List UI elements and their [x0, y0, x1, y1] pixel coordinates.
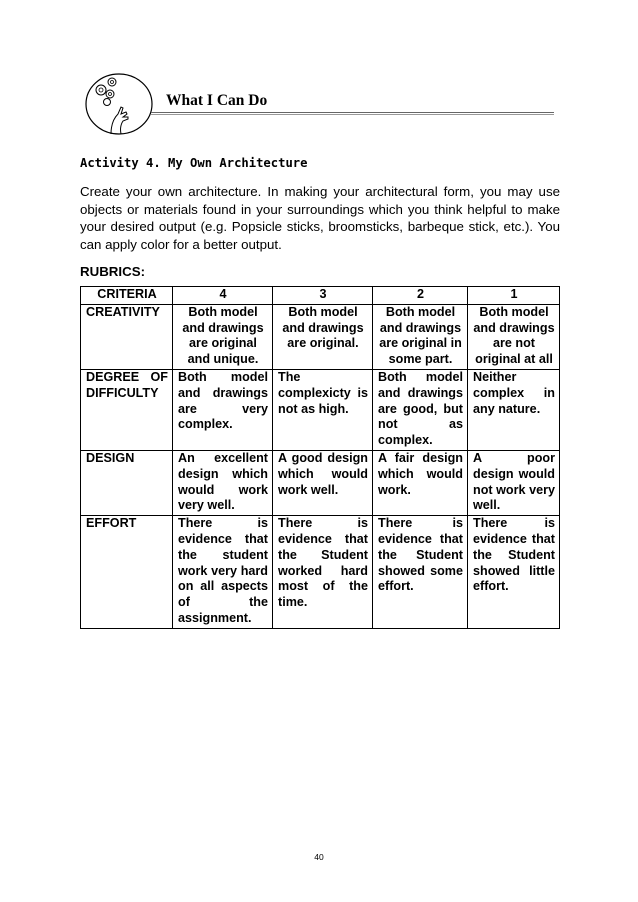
page-number: 40: [314, 852, 324, 862]
table-cell: An excellent design which would work very well.: [173, 450, 273, 515]
criteria-cell: DESIGN: [81, 450, 173, 515]
criteria-cell: CREATIVITY: [81, 304, 173, 369]
table-cell: Both model and drawings are good, but not as complex.: [373, 369, 468, 450]
table-row: [81, 516, 560, 629]
table-cell: Both model and drawings are very complex.: [173, 369, 273, 450]
hand-with-gears-icon: [84, 72, 154, 136]
table-cell: A poor design would not work very well.: [468, 450, 560, 515]
table-cell: Both model and drawings are original in some part.: [373, 304, 468, 369]
table-cell: Both model and drawings are original and unique.: [173, 304, 273, 369]
rubric-header-row: [81, 287, 560, 305]
header-score-2: 2: [373, 287, 468, 305]
table-row: [81, 304, 560, 369]
header-score-1: 1: [468, 287, 560, 305]
table-cell: There is evidence that the Student worked hard most of the time.: [273, 516, 373, 629]
table-cell: The complexicty is not as high.: [273, 369, 373, 450]
table-cell: A good design which would work well.: [273, 450, 373, 515]
criteria-cell: EFFORT: [81, 516, 173, 629]
table-cell: Neither complex in any nature.: [468, 369, 560, 450]
activity-instructions: Create your own architecture. In making your architectural form, you may use objects or materials found in your surroundings which you think helpful to make your desired output (e.g. Popsicle sticks, broomsticks, barbeque stick, etc.). You can apply color for a better output.: [80, 184, 560, 252]
rubric-table: [80, 286, 560, 629]
rubrics-label: RUBRICS:: [80, 264, 146, 279]
header-score-3: 3: [273, 287, 373, 305]
activity-title: Activity 4. My Own Architecture: [80, 156, 308, 170]
section-title: What I Can Do: [166, 92, 268, 109]
title-underline: [151, 112, 554, 116]
criteria-cell: DEGREE OF DIFFICULTY: [81, 369, 173, 450]
table-cell: A fair design which would work.: [373, 450, 468, 515]
table-cell: Both model and drawings are not original at all: [468, 304, 560, 369]
table-row: [81, 369, 560, 450]
table-row: [81, 450, 560, 515]
header-criteria: CRITERIA: [81, 287, 173, 305]
table-cell: There is evidence that the Student showed some effort.: [373, 516, 468, 629]
table-cell: There is evidence that the student work very hard on all aspects of the assignment.: [173, 516, 273, 629]
table-cell: There is evidence that the Student showed little effort.: [468, 516, 560, 629]
table-cell: Both model and drawings are original.: [273, 304, 373, 369]
header-score-4: 4: [173, 287, 273, 305]
